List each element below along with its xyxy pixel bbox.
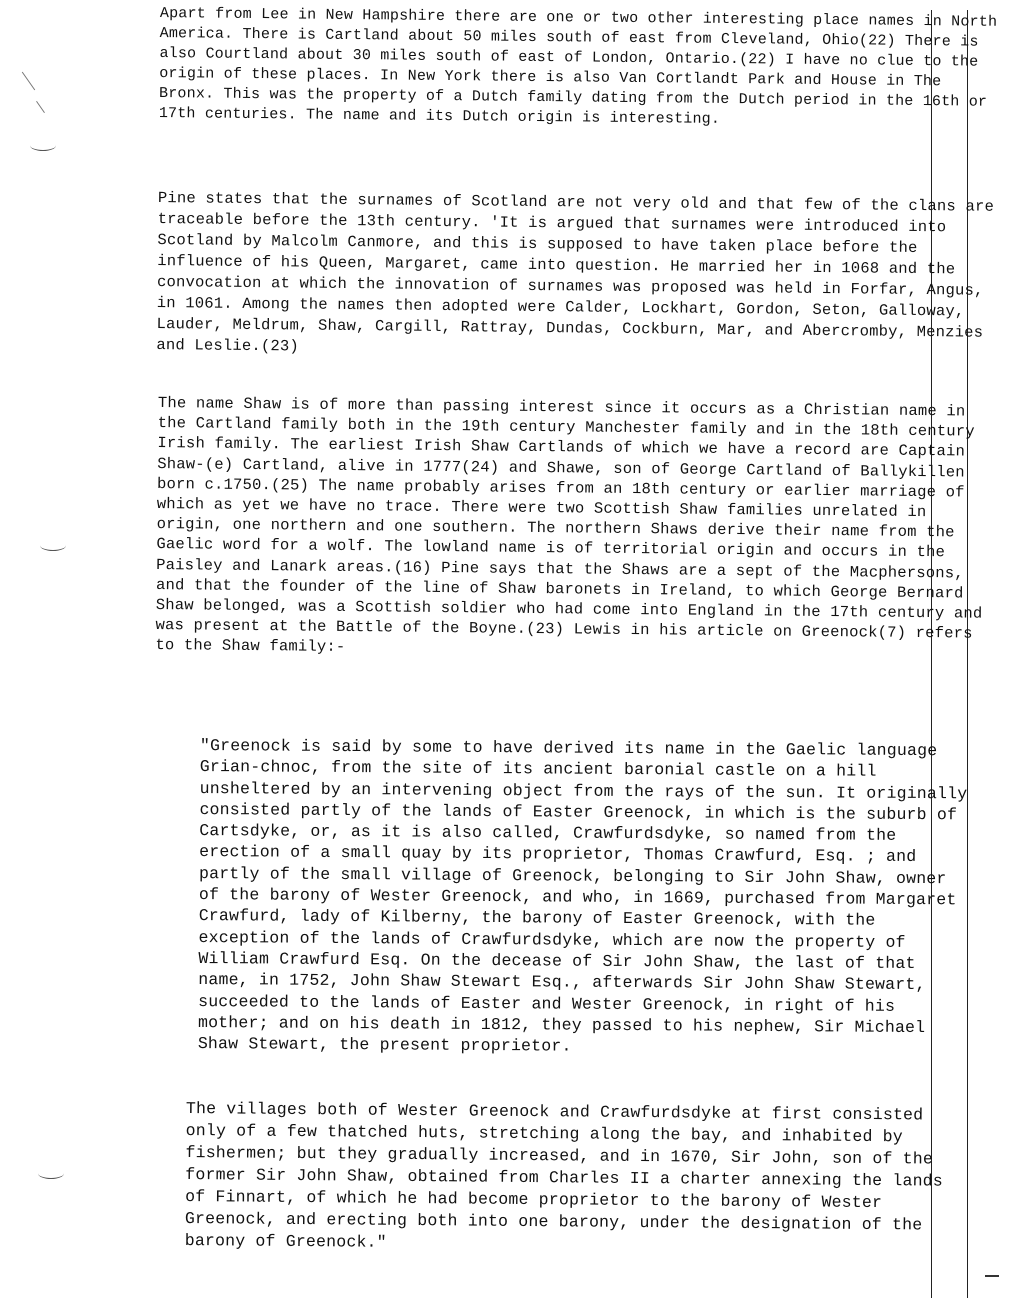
paragraph-scottish-surnames [156,188,1003,365]
paragraph-shaw-name [155,393,1003,664]
scan-artifact [36,101,45,113]
paragraph-text: The name Shaw is of more than passing interest since it occurs as a Christian name in the Cartland family both in the 19th century Manchester family and in the 18th century Irish family. The earliest Irish Shaw Cartlands of which we have a record are Captain Shaw-(e) Cartland, alive in 1777(24) and Shawe, son of George Cartland of Ballykillen born c.1750.(25) The name probably arises from an 18th century or earlier marriage of which as yet we have no trace. There were two Scottish Shaw families unrelated in origin, one northern and one southern. The northern Shaws derive their name from the Gaelic word for a wolf. The lowland name is of territorial origin and occurs in the Paisley and Lanark areas.(16) Pine says that the Shaws are a sept of the Macphersons, and that the founder of the line of Shaw baronets in Ireland, to which George Bernard Shaw belonged, was a Scottish soldier who had come into England in the 17th century and was present at the Battle of the Boyne.(23) Lewis in his article on Greenock(7) refers to the Shaw family:- [155,393,983,657]
paragraph-text: The villages both of Wester Greenock and Crawfurdsdyke at first consisted only of a few thatched huts, stretching along the bay, and inhabited by fishermen; but they gradually increased, and in 1670, Sir John, son of the former Sir John Shaw, obtained from Charles II a charter annexing the lands of Finnart, of which he had become proprietor to the barony of Wester Greenock, and erecting both into one barony, under the designation of the barony of Greenock." [184,1099,944,1252]
block-quote-greenock [198,735,970,1060]
paragraph-text: Pine states that the surnames of Scotland are not very old and that few of the clans are traceable before the 13th century. 'It is argued that surnames were introduced into Scotland by Malcolm Canmore, and this is supposed to have taken place before the influence of his Queen, Margaret, came into question. He married her in 1068 and the convocation at which the innovation of surnames was proposed was held in Forfar, Angus, in 1061. Among the names then adopted were Calder, Lockhart, Gordon, Seton, Galloway, Lauder, Meldrum, Shaw, Cargill, Rattray, Dundas, Cockburn, Mar, and Abercromby, Menzies and Leslie.(23) [156,188,995,356]
paragraph-text: "Greenock is said by some to have derived its name in the Gaelic language Grian-chnoc, from the site of its ancient baronial castle on a hill unsheltered by an intervening object from the rays of the sun. It originally consisted partly of the lands of Easter Greenock, in which is the suburb of Cartsdyke, or, as it is also called, Crawfurdsdyke, so named from the erection of a small quay by its proprietor, Thomas Crawfurd, Esq. ; and partly of the small village of Greenock, belonging to Sir John Shaw, owner of the barony of Wester Greenock, and who, in 1669, purchased from Margaret Crawfurd, lady of Kilberny, the barony of Easter Greenock, with the exception of the lands of Crawfurdsdyke, which are now the property of William Crawfurd Esq. On the decease of Sir John Shaw, the last of that name, in 1752, John Shaw Stewart Esq., afterwards Sir John Shaw Stewart, succeeded to the lands of Easter and Wester Greenock, in right of his mother; and on his death in 1812, they passed to his nephew, Sir Michael Shaw Stewart, the present proprietor. [197,736,968,1056]
scan-artifact [22,72,35,91]
binder-hole-mark [30,140,56,151]
paragraph-place-names [159,4,1005,133]
binder-hole-mark [40,540,66,551]
paragraph-text: Apart from Lee in New Hampshire there are one or two other interesting place names in North America. There is Cartland about 50 miles south of east from Cleveland, Ohio(22) There is also Courtland about 30 miles south of east of London, Ontario.(22) I have no clue to the origin of these places. In New York there is also Van Cortlandt Park and House in The Bronx. This was the property of a Dutch family dating from the Dutch period in the 16th or 17th centuries. The name and its Dutch origin is interesting. [158,4,998,128]
binder-hole-mark [38,1168,64,1179]
scan-artifact [985,1275,999,1283]
block-quote-villages [185,1098,956,1259]
